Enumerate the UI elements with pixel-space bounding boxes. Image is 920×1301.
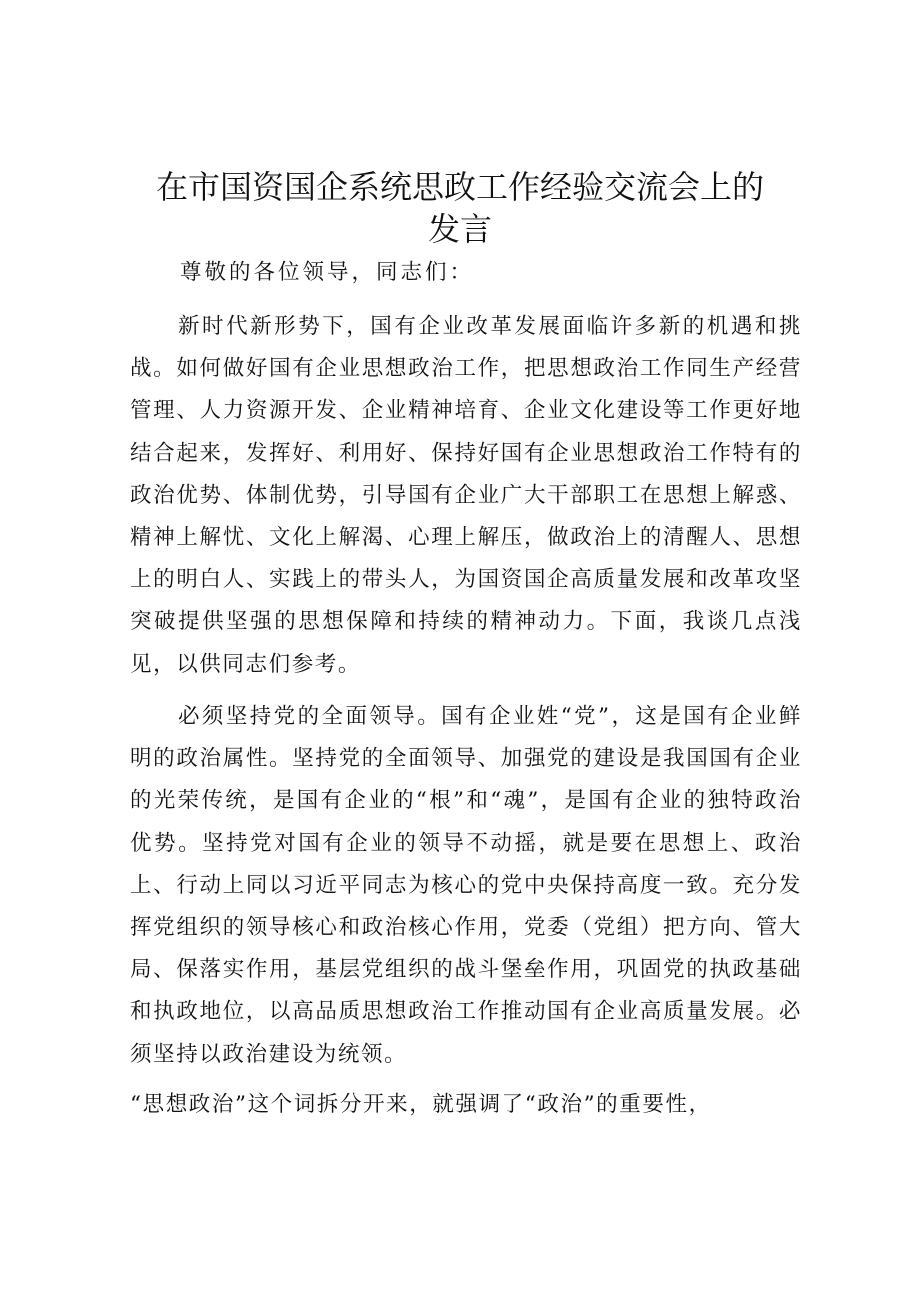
paragraph-intro: 新时代新形势下，国有企业改革发展面临许多新的机遇和挑战。如何做好国有企业思想政治工作，把思想政治工作同生产经营管理、人力资源开发、企业精神培育、企业文化建设等工作更好地结合起来，发挥好、利用好、保持好国有企业思想政治工作特有的政治优势、体制优势，引导国有企业广大干部职工在思想上解惑、精神上解忧、文化上解渴、心理上解压，做政治上的清醒人、思想上的明白人、实践上的带头人，为国资国企高质量发展和改革攻坚突破提供坚强的思想保障和持续的精神动力。下面，我谈几点浅见，以供同志们参考。 [130,314,802,677]
salutation: 尊敬的各位领导，同志们： [180,260,475,285]
document-title: 在市国资国企系统思政工作经验交流会上的发言 [155,168,764,248]
paragraph-party-leadership: 必须坚持党的全面领导。国有企业姓“党”，这是国有企业鲜明的政治属性。坚持党的全面领导、加强党的建设是我国国有企业的光荣传统，是国有企业的“根”和“魂”，是国有企业的独特政治优势。坚持党对国有企业的领导不动摇，就是要在思想上、政治上、行动上同以习近平同志为核心的党中央保持高度一致。充分发挥党组织的领导核心和政治核心作用，党委（党组）把方向、管大局、保落实作用，基层党组织的战斗堡垒作用，巩固党的执政基础和执政地位，以高品质思想政治工作推动国有企业高质量发展。必须坚持以政治建设为统领。 [130,704,802,1067]
paragraph-political-thought: “思想政治”这个词拆分开来，就强调了“政治”的重要性， [130,1092,712,1117]
